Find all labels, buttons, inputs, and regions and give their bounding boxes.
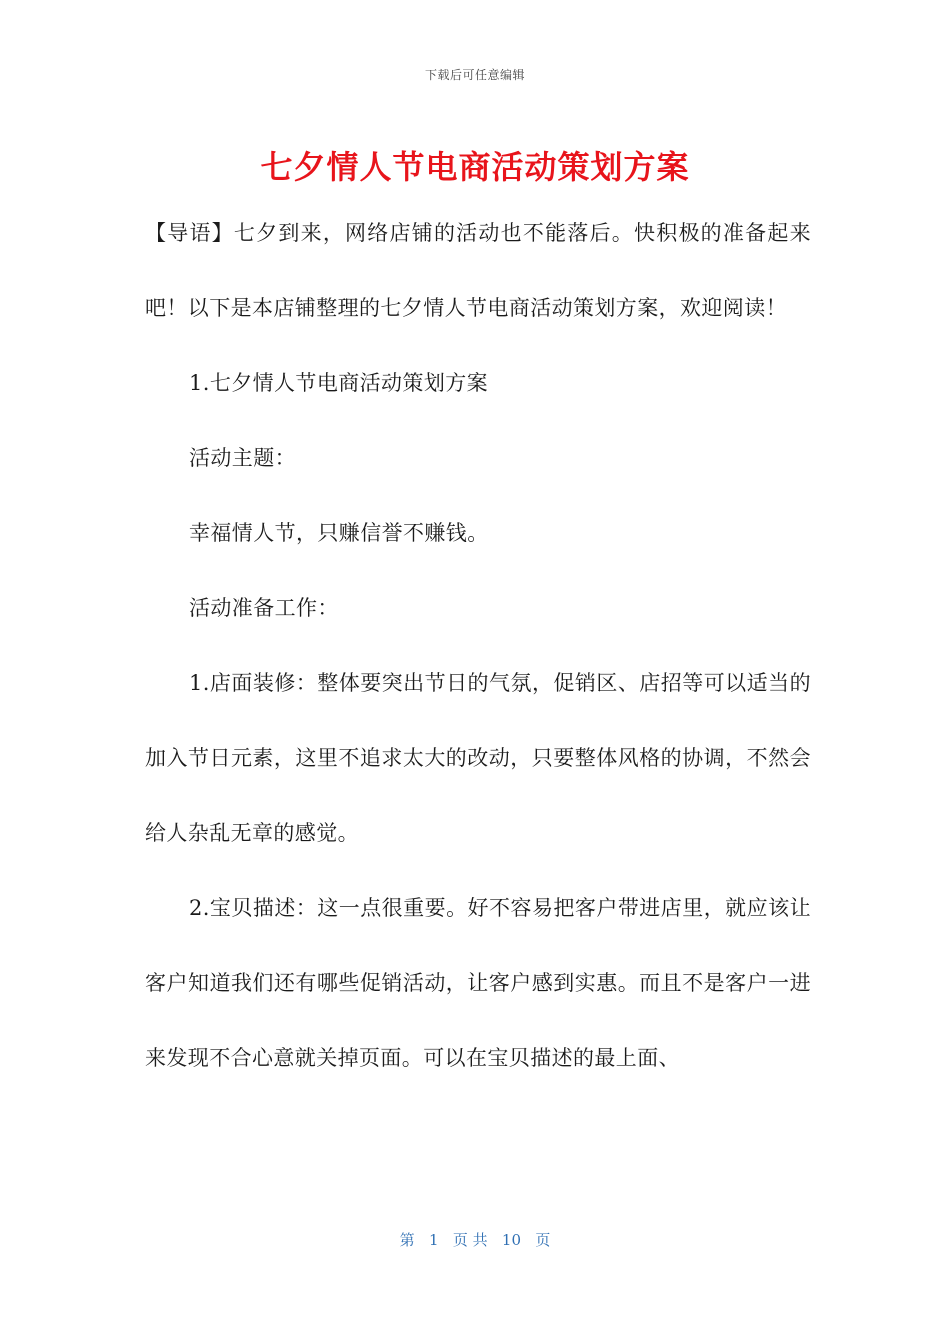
document-body [145,196,811,1096]
intro-paragraph: 【导语】七夕到来，网络店铺的活动也不能落后。快积极的准备起来吧！以下是本店铺整理的七夕情人节电商活动策划方案，欢迎阅读！ [145,221,811,320]
total-pages-number: 10 [501,1231,522,1249]
footer-middle: 页 共 [452,1231,488,1249]
product-description-paragraph: 2.宝贝描述：这一点很重要。好不容易把客户带进店里，就应该让客户知道我们还有哪些促销活动，让客户感到实惠。而且不是客户一进来发现不合心意就关掉页面。可以在宝贝描述的最上面、 [145,896,811,1070]
activity-theme-label: 活动主题： [189,446,296,470]
page-footer [0,1229,950,1250]
activity-theme-text: 幸福情人节，只赚信誉不赚钱。 [189,521,489,545]
header-note: 下载后可任意编辑 [424,68,525,82]
document-title: 七夕情人节电商活动策划方案 [260,148,690,186]
section-heading: 1.七夕情人节电商活动策划方案 [189,371,489,395]
footer-suffix: 页 [535,1231,551,1249]
store-decoration-paragraph: 1.店面装修：整体要突出节日的气氛，促销区、店招等可以适当的加入节日元素，这里不追求太大的改动，只要整体风格的协调，不然会给人杂乱无章的感觉。 [145,671,811,845]
preparation-label: 活动准备工作： [189,596,339,620]
footer-prefix: 第 [399,1231,415,1249]
current-page-number: 1 [428,1231,439,1249]
